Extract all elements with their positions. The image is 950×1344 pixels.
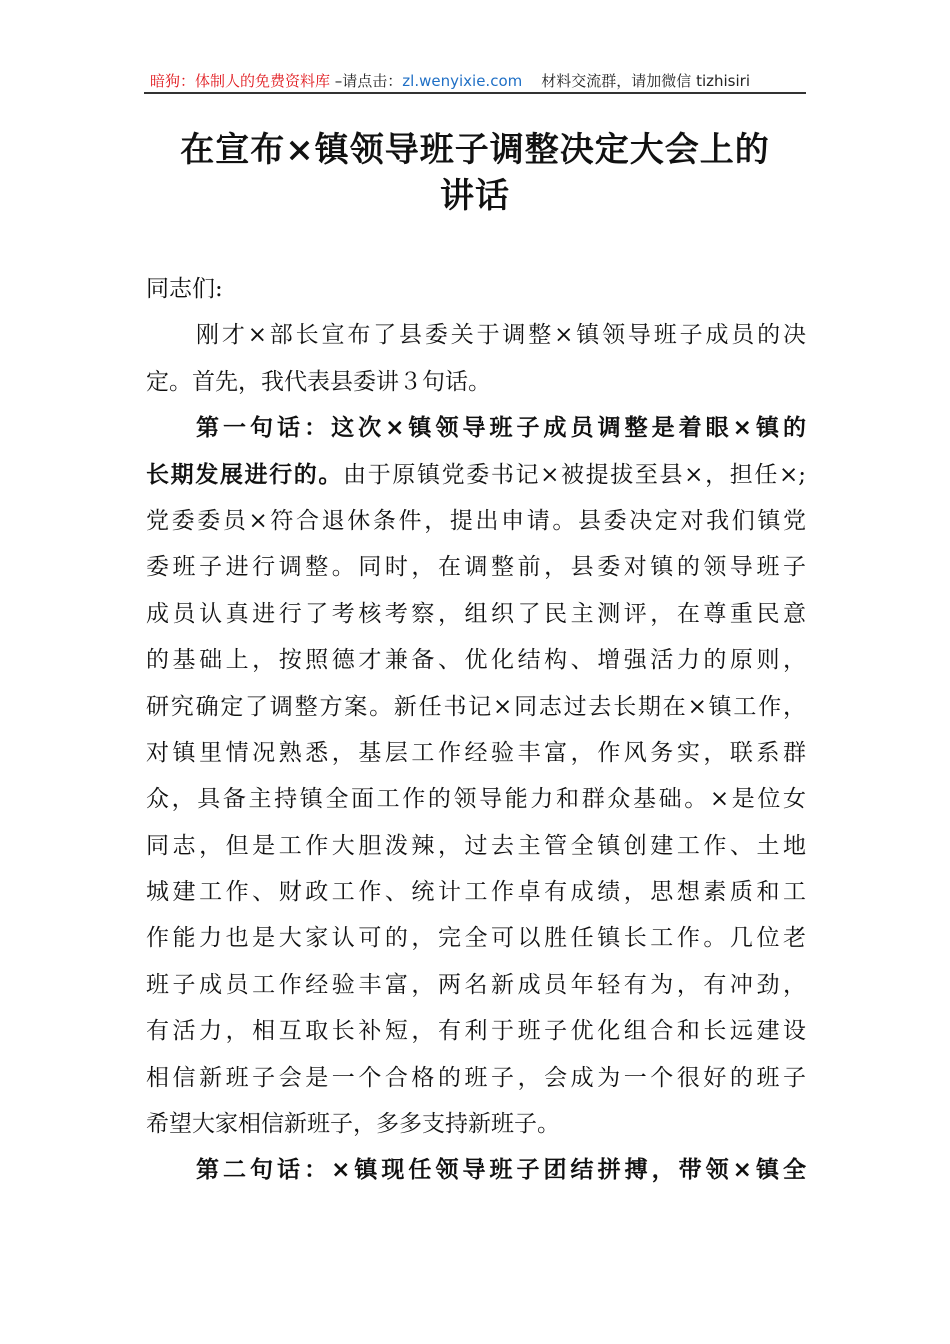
bold-text: 长期发展进行的。 xyxy=(146,461,344,488)
header-group-info: 材料交流群，请加微信 tizhisiri xyxy=(522,72,750,90)
body-text: 希望大家相信新班子，多多支持新班子。 xyxy=(146,1111,560,1138)
header-click-label: –请点击： xyxy=(330,72,403,90)
text-line xyxy=(146,1151,806,1197)
text-line xyxy=(146,316,806,362)
header-url-link[interactable]: zl.wenyixie.com xyxy=(402,72,523,90)
body-text: 党委委员×符合退休条件，提出申请。县委决定对我们镇党 xyxy=(146,507,806,534)
body-text: 的基础上，按照德才兼备、优化结构、增强活力的原则， xyxy=(146,647,806,674)
text-line xyxy=(146,919,806,965)
text-line xyxy=(146,1059,806,1105)
body-text: 城建工作、财政工作、统计工作卓有成绩，思想素质和工 xyxy=(146,879,806,906)
body-text: 刚才×部长宣布了县委关于调整×镇领导班子成员的决 xyxy=(196,322,806,349)
body-text: 众，具备主持镇全面工作的领导能力和群众基础。×是位女 xyxy=(146,786,806,813)
body-text: 班子成员工作经验丰富，两名新成员年轻有为，有冲劲， xyxy=(146,971,806,998)
body-text: 研究确定了调整方案。新任书记×同志过去长期在×镇工作， xyxy=(146,693,806,720)
text-line xyxy=(146,548,806,594)
header-divider xyxy=(144,92,806,94)
text-line xyxy=(146,1105,806,1151)
document-body xyxy=(146,270,806,1198)
body-text: 委班子进行调整。同时，在调整前，县委对镇的领导班子 xyxy=(146,554,806,581)
text-line xyxy=(146,688,806,734)
text-line xyxy=(146,363,806,409)
body-text: 成员认真进行了考核考察，组织了民主测评，在尊重民意 xyxy=(146,600,806,627)
body-text: 作能力也是大家认可的，完全可以胜任镇长工作。几位老 xyxy=(146,925,806,952)
body-text: 有活力，相互取长补短，有利于班子优化组合和长远建设 xyxy=(146,1018,806,1045)
text-line xyxy=(146,270,806,316)
body-text: 由于原镇党委书记×被提拔至县×，担任×; xyxy=(343,461,806,488)
text-line xyxy=(146,827,806,873)
text-line xyxy=(146,1012,806,1058)
body-text: 同志，但是工作大胆泼辣，过去主管全镇创建工作、土地 xyxy=(146,832,806,859)
text-line xyxy=(146,966,806,1012)
text-line xyxy=(146,502,806,548)
document-title-line-1: 在宣布×镇领导班子调整决定大会上的 xyxy=(180,130,770,170)
text-line xyxy=(146,641,806,687)
text-line xyxy=(146,734,806,780)
body-text: 相信新班子会是一个合格的班子，会成为一个很好的班子 xyxy=(146,1064,806,1091)
watermark-header xyxy=(150,70,800,91)
text-line xyxy=(146,409,806,455)
text-line xyxy=(146,456,806,502)
text-line xyxy=(146,780,806,826)
body-text: 定。首先，我代表县委讲３句话。 xyxy=(146,368,491,395)
body-text: 同志们: xyxy=(146,276,223,302)
text-line xyxy=(146,873,806,919)
document-title-line-2: 讲话 xyxy=(440,176,510,216)
bold-text: 第二句话：×镇现任领导班子团结拼搏，带领×镇全 xyxy=(196,1157,806,1184)
bold-text: 第一句话：这次×镇领导班子成员调整是着眼×镇的 xyxy=(196,415,806,442)
header-promo: 暗狗：体制人的免费资料库 xyxy=(150,72,331,90)
body-text: 对镇里情况熟悉，基层工作经验丰富，作风务实，联系群 xyxy=(146,739,806,766)
text-line xyxy=(146,595,806,641)
